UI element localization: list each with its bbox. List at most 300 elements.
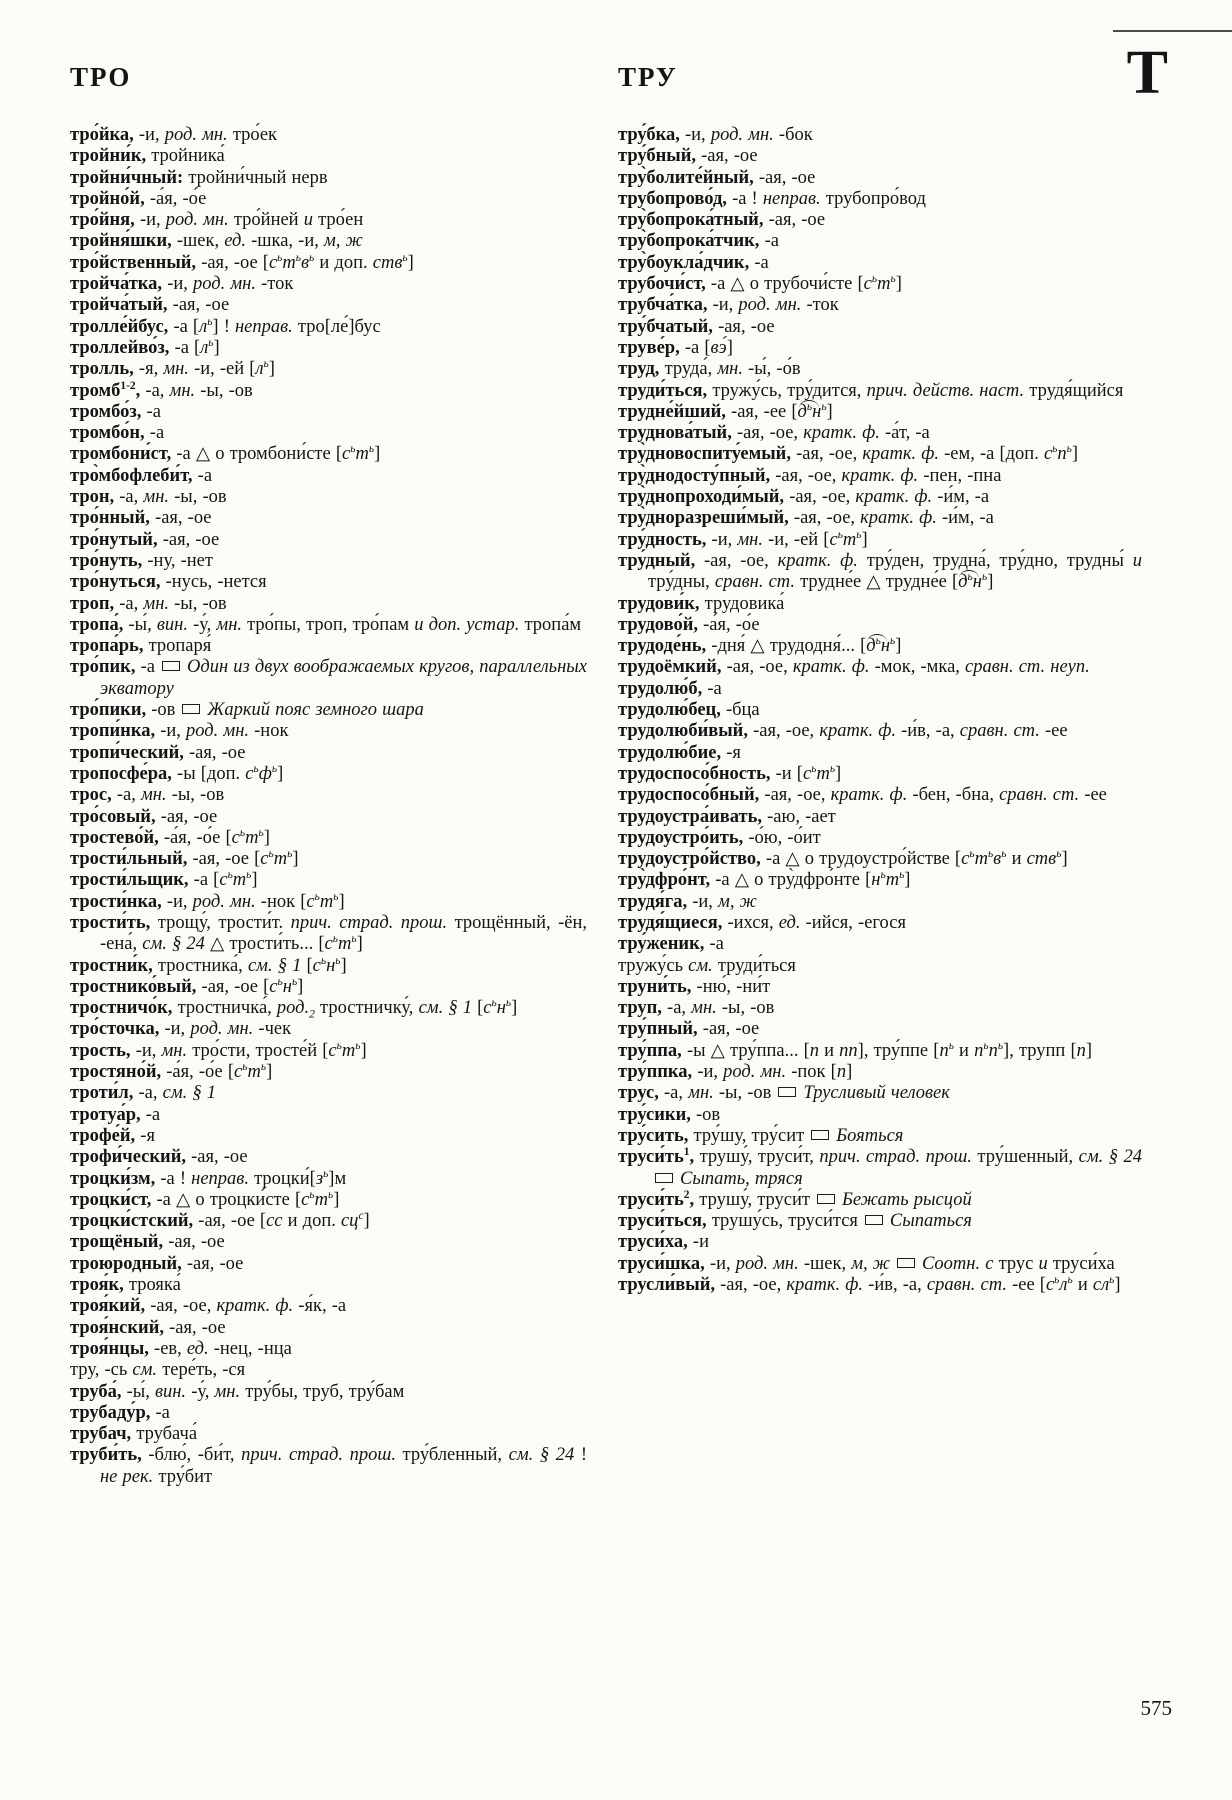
headword: тро́сточка,: [70, 1019, 165, 1040]
headword: тру̀днодосту́пный,: [618, 465, 776, 486]
page-number: 575: [1140, 1696, 1172, 1720]
entry-text: ]: [407, 252, 414, 273]
entry-text: -ая, -ое: [168, 1232, 225, 1253]
entry-label: $сц^с$: [340, 1209, 364, 1232]
entry-text: ], тру́ппе [: [857, 1040, 940, 1061]
headword: труве́р,: [618, 337, 685, 358]
entry-label: и: [1132, 550, 1142, 571]
entry-text: -а,: [667, 998, 692, 1019]
headword: тропосфе́ра,: [70, 763, 178, 784]
dictionary-entry: [618, 998, 1142, 1019]
entry-text: трудя́щийся: [1029, 380, 1124, 401]
headword: трости́льный,: [70, 849, 193, 870]
entry-label: п: [1076, 1040, 1086, 1061]
headword: тро́совый,: [70, 806, 161, 827]
entry-label: неправ.: [191, 1168, 255, 1189]
dictionary-entry: [70, 1083, 587, 1104]
entry-label: $п^ь$: [939, 1039, 954, 1061]
headword: тру́сить,: [618, 1125, 694, 1146]
dictionary-entry: [70, 359, 587, 380]
entry-text: ]: [895, 274, 902, 295]
entry-text: -а △ о тру̀дфро́нте [: [715, 870, 872, 891]
entry-text: ]: [277, 763, 284, 784]
entry-text: -ы △ тру́ппа... [: [686, 1040, 810, 1061]
headword: тропа́,: [70, 614, 129, 635]
dictionary-entry: [618, 231, 1142, 252]
definition-marker-icon: [182, 704, 200, 714]
headword: трости́льщик,: [70, 870, 194, 891]
entry-label: кратк. ф.: [803, 423, 885, 444]
entry-text: -я: [140, 1125, 155, 1146]
entry-label: мн.: [163, 359, 195, 380]
headword: троцки́зм,: [70, 1168, 161, 1189]
entry-text: труди́ться: [717, 955, 796, 976]
dictionary-entry: [70, 657, 587, 700]
entry-text: ]: [297, 976, 304, 997]
dictionary-entry: [70, 913, 587, 956]
entry-text: [: [477, 998, 484, 1019]
entry-text: -я: [726, 742, 741, 763]
dictionary-entry: [618, 1254, 1142, 1275]
entry-label: кратк. ф.: [855, 487, 938, 508]
dictionary-entry: [618, 295, 1142, 316]
entry-label: $н^ьт^ь$: [871, 869, 905, 891]
headword: трубаду́р,: [70, 1402, 156, 1423]
entry-text: -и,: [139, 210, 166, 231]
entry-label: мн.: [216, 614, 248, 635]
dictionary-entry: [618, 1019, 1142, 1040]
dictionary-entry: [70, 466, 587, 487]
entry-text: -ая, -ое,: [720, 1275, 787, 1296]
dictionary-entry: [70, 146, 587, 167]
entry-text: тружу́сь, тру́дится,: [712, 380, 867, 401]
dictionary-entry: [70, 125, 587, 146]
entry-label: ств$^ь$: [372, 251, 408, 273]
guide-word-left: ТРО: [70, 62, 132, 92]
entry-text: -ая, -ое: [768, 210, 826, 231]
dictionary-entry: [70, 870, 587, 891]
entry-label: $с^ьт^ь$: [234, 1060, 267, 1083]
entry-text: -и, -ей [: [194, 359, 256, 380]
entry-text: ]: [1071, 444, 1079, 465]
entry-label: сравн. ст.: [926, 1275, 1013, 1296]
headword: тролле́йбус,: [70, 316, 174, 337]
entry-text: -ая, -ое [: [201, 976, 270, 997]
entry-label: сс: [266, 1211, 283, 1232]
headword: тромбо́н,: [70, 423, 150, 444]
headword: тройня́шки,: [70, 231, 177, 252]
entry-text: -а: [155, 1402, 170, 1423]
entry-text: тростничка́,: [177, 998, 277, 1019]
headword: трон,: [70, 487, 120, 508]
dictionary-entry: [618, 508, 1142, 529]
entry-text: трудне́е △ трудне́е [: [800, 572, 959, 593]
entry-label: и доп. устар.: [414, 614, 525, 635]
headword: тру́пный,: [618, 1019, 703, 1040]
entry-text: и доп.: [314, 252, 373, 273]
entry-text: -а,: [145, 380, 170, 401]
entry-text: ]: [846, 1062, 853, 1083]
entry-label: $с^ьт^ьв^ь$: [961, 847, 1007, 870]
entry-text: -и [: [775, 763, 803, 784]
headword: труди́ться,: [618, 380, 713, 401]
headword: тру́ппка,: [618, 1062, 698, 1083]
headword: тропи́ческий,: [70, 742, 189, 763]
headword: троюродный,: [70, 1253, 187, 1274]
dictionary-entry: [618, 849, 1142, 870]
headword: трудоспосо́бность,: [618, 763, 776, 784]
entry-text: ]: [374, 444, 381, 465]
section-letter: Т: [1126, 39, 1168, 107]
entry-text: -а,: [119, 487, 144, 508]
entry-text: тропа́м: [524, 614, 582, 635]
dictionary-entry: [618, 594, 1142, 615]
entry-text: -и,: [712, 295, 739, 316]
dictionary-entry: [70, 168, 587, 189]
dictionary-entry: [618, 657, 1142, 678]
entry-text: -а [: [684, 337, 711, 358]
entry-text: -и,: [138, 125, 165, 145]
entry-text: ]: [895, 636, 902, 657]
definition-marker-icon: [897, 1258, 915, 1268]
entry-text: тро́йней: [233, 210, 304, 231]
entry-label: кратк. ф.: [860, 508, 942, 529]
headword: троя́нский,: [70, 1317, 170, 1338]
entry-text: тру́бит: [158, 1466, 213, 1487]
entry-text: -и,: [685, 125, 711, 145]
entry-text: -ая, -ое,: [736, 423, 804, 444]
entry-text: ]: [356, 934, 363, 955]
entry-label: см. § 24: [508, 1445, 581, 1466]
dictionary-entry: [618, 551, 1142, 594]
entry-label: Трусливый человек: [803, 1083, 950, 1104]
entry-text: -а,: [116, 785, 141, 806]
entry-text: ]: [826, 401, 833, 422]
headword: трофе́й,: [70, 1125, 141, 1146]
dictionary-entry: [618, 1105, 1142, 1126]
entry-text: -аю, -ает: [767, 806, 836, 827]
entry-label: $с^ьт^ь$: [231, 826, 264, 848]
entry-text: -ая, -ое,: [150, 1296, 217, 1317]
headword: трудоустро́ить,: [618, 827, 749, 848]
left-column-entries: [70, 125, 587, 1488]
entry-label: вэ́: [710, 337, 727, 358]
entry-text: -и,: [709, 1253, 736, 1274]
headword: тру́дный,: [618, 550, 704, 571]
scan-artifact-line: [1113, 30, 1232, 32]
entry-text: ]: [338, 891, 345, 912]
dictionary-entry: [618, 359, 1142, 380]
entry-label: кратк. ф.: [777, 550, 867, 571]
entry-label: ед.: [186, 1338, 214, 1359]
entry-text: -ихся,: [727, 912, 779, 933]
dictionary-entry: [618, 785, 1142, 806]
entry-label: см.: [688, 955, 718, 976]
entry-text: -и́м, -а: [941, 508, 994, 529]
headword: труси́ха,: [618, 1232, 693, 1253]
entry-text: -и,: [711, 529, 738, 550]
entry-text: -ее: [1045, 721, 1068, 742]
entry-text: ]м: [328, 1168, 347, 1189]
entry-text: -ы́,: [128, 614, 157, 635]
dictionary-entry: [618, 636, 1142, 657]
entry-text: -ов: [151, 700, 176, 721]
dictionary-entry: [618, 1232, 1142, 1253]
guide-word-right: ТРУ: [618, 62, 678, 92]
entry-label: род. мн.: [165, 210, 234, 231]
entry-text: -ее: [1084, 785, 1107, 806]
headword: $труси́ть^1$,: [618, 1146, 700, 1168]
entry-text: ]: [987, 572, 994, 593]
entry-text: тру́шу, тру́сит: [693, 1125, 805, 1146]
headword: трудови́к,: [618, 593, 705, 614]
dictionary-entry: [70, 1019, 587, 1040]
entry-text: -я,: [138, 359, 164, 380]
entry-label: прич. страд. прош.: [241, 1445, 403, 1466]
entry-text: трушу́, труси́т: [699, 1189, 810, 1210]
entry-text: -ая, -ое: [758, 167, 816, 188]
dictionary-entry: [70, 1445, 587, 1488]
entry-text: труда́,: [664, 359, 718, 380]
dictionary-entry: [70, 892, 587, 913]
dictionary-entry: [70, 1169, 587, 1190]
dictionary-entry: [70, 1275, 587, 1296]
entry-text: тро́сти, тросте́й [: [192, 1040, 329, 1061]
entry-text: тру́бы, труб, тру́бам: [245, 1381, 405, 1402]
headword: тростнико́вый,: [70, 976, 202, 997]
dictionary-entry: [70, 274, 587, 295]
headword: тру̀бопрока́тчик,: [618, 231, 765, 252]
entry-text: -и, -ей [: [768, 529, 830, 550]
entry-text: тру́дны,: [648, 572, 715, 593]
entry-text: -ая, -ое,: [793, 508, 861, 529]
entry-label: сравн. ст.: [959, 721, 1046, 742]
dictionary-entry: [618, 444, 1142, 465]
headword: тро́нуть,: [70, 550, 148, 571]
entry-label: мн.: [140, 785, 172, 806]
entry-label: $с^ьт^ь$: [802, 762, 836, 784]
headword: тру̀болите́йный,: [618, 167, 759, 188]
entry-text: -у́,: [191, 1381, 215, 1402]
headword: тропа́рь,: [70, 636, 149, 657]
entry-text: -ы, -ов: [721, 998, 775, 1019]
entry-label: $с^ьт^ьв^ь$: [268, 251, 315, 273]
definition-marker-icon: [817, 1194, 835, 1204]
dictionary-entry: [618, 1041, 1142, 1062]
headword: тру́дность,: [618, 529, 712, 550]
dictionary-entry: [70, 423, 587, 444]
entry-text: -дня́ △ трудодня́... [: [711, 636, 867, 657]
dictionary-entry: [618, 1211, 1142, 1232]
entry-text: -ы́, -о́в: [748, 359, 801, 380]
entry-text: -а: [149, 423, 165, 444]
headword: тро̀мбофлеби́т,: [70, 465, 198, 486]
dictionary-entry: [70, 956, 587, 977]
headword: тростничо́к,: [70, 998, 178, 1019]
entry-label: кратк. ф.: [841, 465, 924, 486]
entry-text: тро́пы, троп, тро́пам: [247, 614, 415, 635]
entry-text: тро́ен: [318, 210, 364, 231]
entry-label: см. § 1: [418, 998, 478, 1019]
dictionary-entry: [70, 1105, 587, 1126]
headword: тру̀боукла́дчик,: [618, 252, 755, 273]
entry-text: и доп.: [282, 1211, 341, 1232]
entry-text: -а,: [119, 593, 144, 614]
entry-text: -ая, -ое: [169, 1317, 226, 1338]
entry-text: -ая, -ое,: [726, 657, 793, 678]
dictionary-entry: [618, 210, 1142, 231]
entry-text: -и,: [135, 1040, 162, 1061]
entry-text: -а,: [138, 1083, 163, 1104]
dictionary-entry: [618, 615, 1142, 636]
headword: троти́л,: [70, 1083, 139, 1104]
entry-text: -а: [145, 1104, 161, 1125]
entry-text: трудовика́: [704, 593, 785, 614]
headword: тро́пик,: [70, 657, 141, 678]
entry-text: -мок, -мка,: [874, 657, 966, 678]
headword: трость,: [70, 1040, 136, 1061]
entry-label: $с^ьт^ь$: [301, 1188, 334, 1210]
dictionary-entry: [618, 317, 1142, 338]
entry-label: ств$^ь$: [1026, 847, 1062, 870]
headword: троцки́стский,: [70, 1211, 199, 1232]
headword: трубач,: [70, 1424, 137, 1445]
headword: трубопрово́д,: [618, 188, 733, 209]
entry-text: -ая, -ее [: [731, 401, 798, 422]
entry-text: -ая, -ое: [701, 146, 758, 167]
entry-text: -бок: [778, 125, 813, 145]
entry-label: сравн. ст. неуп.: [965, 657, 1090, 678]
dictionary-entry: [70, 402, 587, 423]
entry-text: -я́к, -а: [298, 1296, 347, 1317]
headword: тромбони́ст,: [70, 444, 177, 465]
dictionary-entry: [70, 1232, 587, 1253]
entry-text: -ая, -ое: [702, 1019, 760, 1040]
entry-label: Бояться: [836, 1125, 904, 1146]
entry-text: -а: [146, 401, 161, 422]
entry-label: мн.: [143, 593, 175, 614]
entry-text: -шек,: [803, 1253, 852, 1274]
entry-label: кратк. ф.: [792, 657, 875, 678]
entry-text: -ев,: [154, 1338, 187, 1359]
entry-label: мн.: [214, 1381, 246, 1402]
entry-text: -ая, -ое: [162, 529, 220, 550]
entry-label: $сл^ь$: [1092, 1273, 1115, 1296]
entry-label: мн.: [169, 380, 201, 401]
headword: тройни́к,: [70, 146, 152, 167]
headword: трус,: [618, 1083, 665, 1104]
dictionary-entry: [618, 892, 1142, 913]
dictionary-entry: [70, 530, 587, 551]
entry-text: -а́т, -а: [885, 423, 930, 444]
entry-label: $л^ь$: [199, 315, 213, 337]
dictionary-entry: [618, 764, 1142, 785]
entry-label: не рек.: [100, 1466, 159, 1487]
entry-text: троцки́[: [254, 1168, 316, 1189]
entry-text: -ее [: [1012, 1275, 1046, 1296]
entry-text: и: [1072, 1275, 1093, 1296]
headword: труби́ть,: [70, 1445, 149, 1466]
headword: трудя́га,: [618, 891, 693, 912]
dictionary-entry: [70, 572, 587, 593]
entry-text: -ая, -ое [: [198, 1211, 267, 1232]
dictionary-entry: [618, 381, 1142, 402]
dictionary-entry: [70, 721, 587, 742]
dictionary-entry: [70, 1126, 587, 1147]
entry-text: ]: [511, 998, 518, 1019]
entry-label: $с^ьт^ь$: [328, 1039, 361, 1061]
headword: тростево́й,: [70, 827, 164, 848]
right-column: [618, 62, 1142, 1296]
entry-text: -ая, -ое: [186, 1253, 244, 1274]
entry-label: см. § 24: [1078, 1147, 1142, 1168]
headword: трос,: [70, 785, 117, 806]
entry-text: тростничку́,: [320, 998, 419, 1019]
entry-label: Сыпаться: [889, 1211, 972, 1232]
entry-label: Бежать рысцой: [842, 1189, 972, 1210]
entry-text: -и́в, -а,: [901, 721, 960, 742]
right-column-entries: [618, 125, 1142, 1296]
entry-text: трощённый, -ён, -ена́,: [100, 912, 587, 955]
headword: троя́к,: [70, 1275, 129, 1296]
entry-text: -а [: [193, 870, 220, 891]
entry-text: -пен, -пна: [923, 465, 1002, 486]
entry-label: и: [1038, 1253, 1053, 1274]
headword: тру̀дновоспиту́емый,: [618, 444, 797, 465]
entry-text: -ая, -ое: [718, 316, 775, 337]
entry-text: тру, -сь: [70, 1360, 133, 1381]
headword: трудоспосо́бный,: [618, 785, 765, 806]
definition-marker-icon: [778, 1087, 796, 1097]
entry-label: мн.: [688, 1083, 719, 1104]
entry-text: -пок [: [791, 1062, 837, 1083]
entry-text: -нок: [254, 721, 289, 742]
headword: тро́нный,: [70, 508, 156, 529]
dictionary-entry: [70, 1062, 587, 1083]
dictionary-entry: [618, 253, 1142, 274]
dictionary-entry: [70, 807, 587, 828]
headword: тру́бка,: [618, 125, 685, 145]
entry-text: трубопро́вод: [825, 188, 926, 209]
entry-text: -а !: [732, 188, 763, 209]
entry-text: ]: [1114, 1275, 1121, 1296]
entry-label: см. § 1: [247, 955, 307, 976]
definition-marker-icon: [865, 1215, 883, 1225]
headword: трубочи́ст,: [618, 274, 711, 295]
entry-text: -и́в, -а,: [868, 1275, 927, 1296]
entry-text: -блю́, -би́т,: [148, 1445, 242, 1466]
entry-text: и: [1006, 849, 1027, 870]
headword: троцки́ст,: [70, 1189, 157, 1210]
entry-label: неправ.: [235, 316, 298, 337]
entry-text: тружу́сь: [618, 955, 689, 976]
entry-text: трубача́: [136, 1424, 198, 1445]
entry-text: -ню́, -ни́т: [696, 976, 771, 997]
entry-text: -ы, -ов: [200, 380, 253, 401]
entry-text: -ая, -ое,: [789, 487, 856, 508]
entry-label: $род._2$: [276, 998, 315, 1021]
entry-label: кратк. ф.: [216, 1296, 299, 1317]
headword: тро́йка,: [70, 125, 139, 145]
entry-label: вин.: [154, 1381, 192, 1402]
entry-text: -и́м, -а: [937, 487, 990, 508]
headword: трудово́й,: [618, 614, 704, 635]
entry-label: прич. действ. наст.: [866, 380, 1030, 401]
dictionary-entry: [618, 530, 1142, 551]
headword: тройни́чный:: [70, 167, 189, 188]
entry-text: -а: [197, 465, 213, 486]
dictionary-entry: [70, 1382, 587, 1403]
